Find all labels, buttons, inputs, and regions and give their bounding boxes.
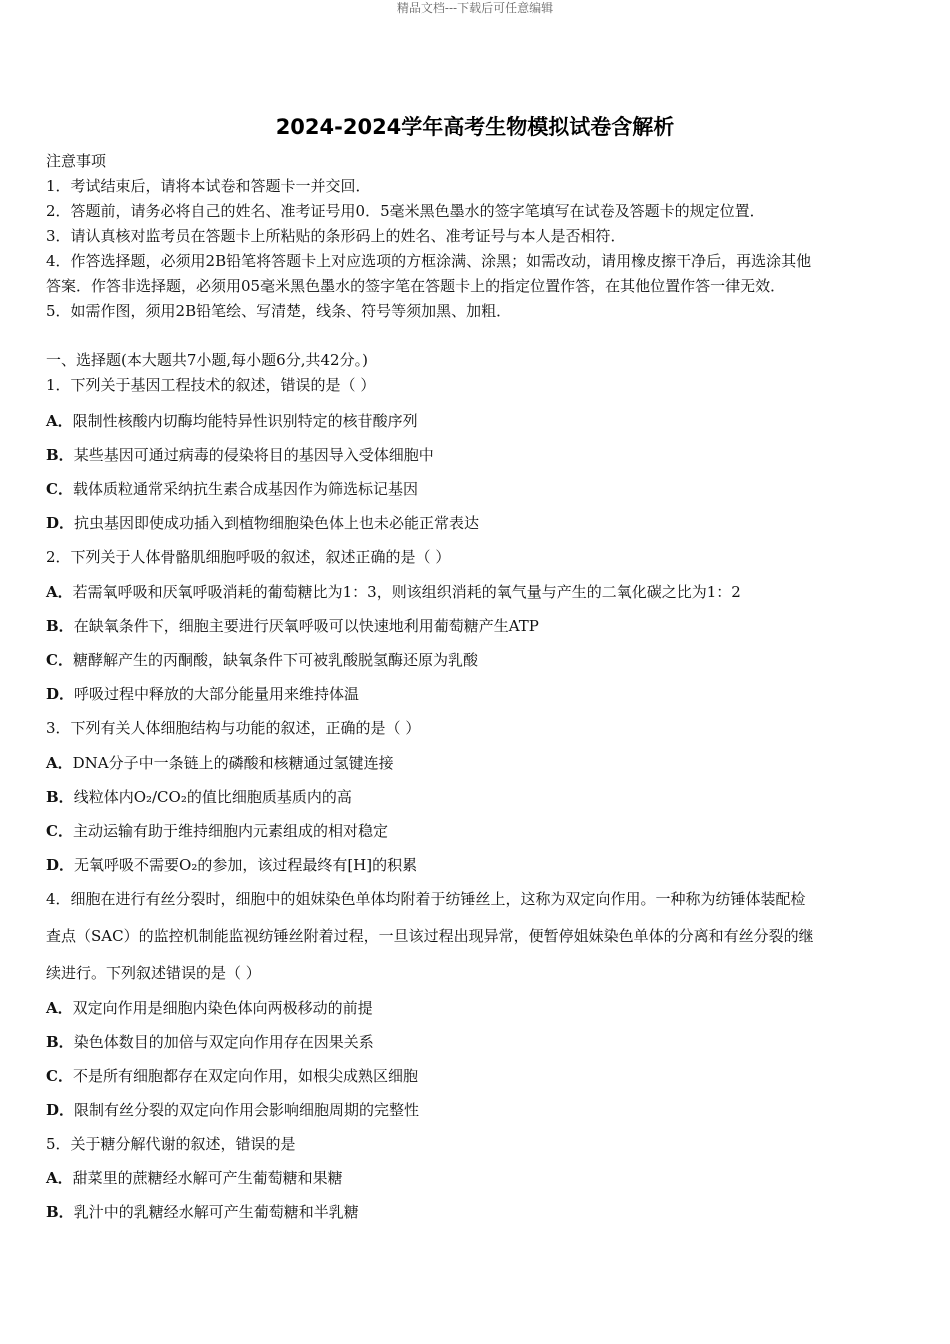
- question-stem: 5．关于糖分解代谢的叙述，错误的是: [46, 1135, 296, 1153]
- option-text: 载体质粒通常采纳抗生素合成基因作为筛选标记基因: [72, 480, 418, 498]
- option-letter: C．: [46, 480, 73, 498]
- option-row: [46, 752, 906, 774]
- option-row: [46, 1167, 906, 1189]
- notice-item: 2．答题前，请务必将自己的姓名、准考证号用0．5毫米黑色墨水的签字笔填写在试卷及答题卡的规定位置．: [46, 202, 765, 220]
- option-text: 糖酵解产生的丙酮酸，缺氧条件下可被乳酸脱氢酶还原为乳酸: [72, 651, 478, 669]
- option-row: [46, 786, 906, 808]
- option-letter: D．: [46, 514, 75, 532]
- option-row: [46, 1065, 906, 1087]
- option-letter: A．: [46, 754, 73, 772]
- option-text: 若需氧呼吸和厌氧呼吸消耗的葡萄糖比为1：3，则该组织消耗的氧气量与产生的二氧化碳之比为1：2: [72, 583, 741, 601]
- option-letter: C．: [46, 651, 73, 669]
- option-text: 无氧呼吸不需要O₂的参加，该过程最终有[H]的积累: [74, 856, 418, 874]
- option-text: 限制性核酸内切酶均能特异性识别特定的核苷酸序列: [72, 412, 418, 430]
- option-text: 染色体数目的加倍与双定向作用存在因果关系: [73, 1033, 374, 1051]
- notice-item: 1．考试结束后，请将本试卷和答题卡一并交回．: [46, 177, 371, 195]
- option-row: [46, 1099, 906, 1121]
- option-text: 主动运输有助于维持细胞内元素组成的相对稳定: [72, 822, 388, 840]
- option-row: [46, 820, 906, 842]
- option-text: 线粒体内O₂/CO₂的值比细胞质基质内的高: [73, 788, 352, 806]
- section-heading: 一、选择题(本大题共7小题,每小题6分,共42分。): [46, 351, 368, 369]
- option-letter: B．: [46, 1203, 74, 1221]
- option-row: [46, 1201, 906, 1223]
- notice-item: 4．作答选择题，必须用2B铅笔将答题卡上对应选项的方框涂满、涂黑；如需改动，请用橡皮擦干净后，再选涂其他: [46, 252, 812, 270]
- option-row: [46, 997, 906, 1019]
- option-text: DNA分子中一条链上的磷酸和核糖通过氢键连接: [72, 754, 394, 772]
- option-row: [46, 683, 906, 705]
- option-letter: D．: [46, 685, 75, 703]
- question-stem: 1．下列关于基因工程技术的叙述，错误的是（ ）: [46, 376, 376, 394]
- option-letter: A．: [46, 999, 73, 1017]
- option-text: 不是所有细胞都存在双定向作用，如根尖成熟区细胞: [72, 1067, 418, 1085]
- option-row: [46, 444, 906, 466]
- option-text: 乳汁中的乳糖经水解可产生葡萄糖和半乳糖: [73, 1203, 359, 1221]
- option-letter: A．: [46, 1169, 73, 1187]
- question-stem: 4．细胞在进行有丝分裂时，细胞中的姐妹染色单体均附着于纺锤丝上，这称为双定向作用。一种称为纺锤体装配检: [46, 890, 806, 908]
- option-row: [46, 512, 906, 534]
- notice-item: 5．如需作图，须用2B铅笔绘、写清楚，线条、符号等须加黑、加粗．: [46, 302, 512, 320]
- question-stem: 2．下列关于人体骨骼肌细胞呼吸的叙述，叙述正确的是（ ）: [46, 548, 451, 566]
- option-row: [46, 478, 906, 500]
- option-letter: C．: [46, 1067, 73, 1085]
- option-letter: B．: [46, 1033, 74, 1051]
- option-letter: D．: [46, 856, 75, 874]
- option-letter: A．: [46, 412, 73, 430]
- option-letter: C．: [46, 822, 73, 840]
- option-text: 在缺氧条件下，细胞主要进行厌氧呼吸可以快速地利用葡萄糖产生ATP: [73, 617, 539, 635]
- question-stem: 续进行。下列叙述错误的是（ ）: [46, 964, 261, 982]
- option-letter: B．: [46, 446, 74, 464]
- option-letter: D．: [46, 1101, 75, 1119]
- option-text: 呼吸过程中释放的大部分能量用来维持体温: [74, 685, 360, 703]
- question-stem: 3．下列有关人体细胞结构与功能的叙述，正确的是（ ）: [46, 719, 421, 737]
- option-text: 某些基因可通过病毒的侵染将目的基因导入受体细胞中: [73, 446, 434, 464]
- option-row: [46, 615, 906, 637]
- option-text: 限制有丝分裂的双定向作用会影响细胞周期的完整性: [74, 1101, 420, 1119]
- document-title: 2024-2024学年高考生物模拟试卷含解析: [275, 115, 675, 139]
- option-text: 抗虫基因即使成功插入到植物细胞染色体上也未必能正常表达: [74, 514, 480, 532]
- option-row: [46, 581, 906, 603]
- option-row: [46, 410, 906, 432]
- notice-heading: 注意事项: [46, 152, 107, 170]
- option-row: [46, 1031, 906, 1053]
- page-header-note: 精品文档---下载后可任意编辑: [396, 1, 554, 15]
- option-letter: B．: [46, 617, 74, 635]
- notice-item: 答案．作答非选择题，必须用05毫米黑色墨水的签字笔在答题卡上的指定位置作答，在其他位置作答一律无效．: [46, 277, 786, 295]
- option-row: [46, 649, 906, 671]
- option-text: 双定向作用是细胞内染色体向两极移动的前提: [72, 999, 373, 1017]
- question-stem: 查点（SAC）的监控机制能监视纺锤丝附着过程，一旦该过程出现异常，便暂停姐妹染色单体的分离和有丝分裂的继: [46, 927, 814, 945]
- option-row: [46, 854, 906, 876]
- option-letter: B．: [46, 788, 74, 806]
- option-text: 甜菜里的蔗糖经水解可产生葡萄糖和果糖: [72, 1169, 343, 1187]
- notice-item: 3．请认真核对监考员在答题卡上所粘贴的条形码上的姓名、准考证号与本人是否相符．: [46, 227, 626, 245]
- option-letter: A．: [46, 583, 73, 601]
